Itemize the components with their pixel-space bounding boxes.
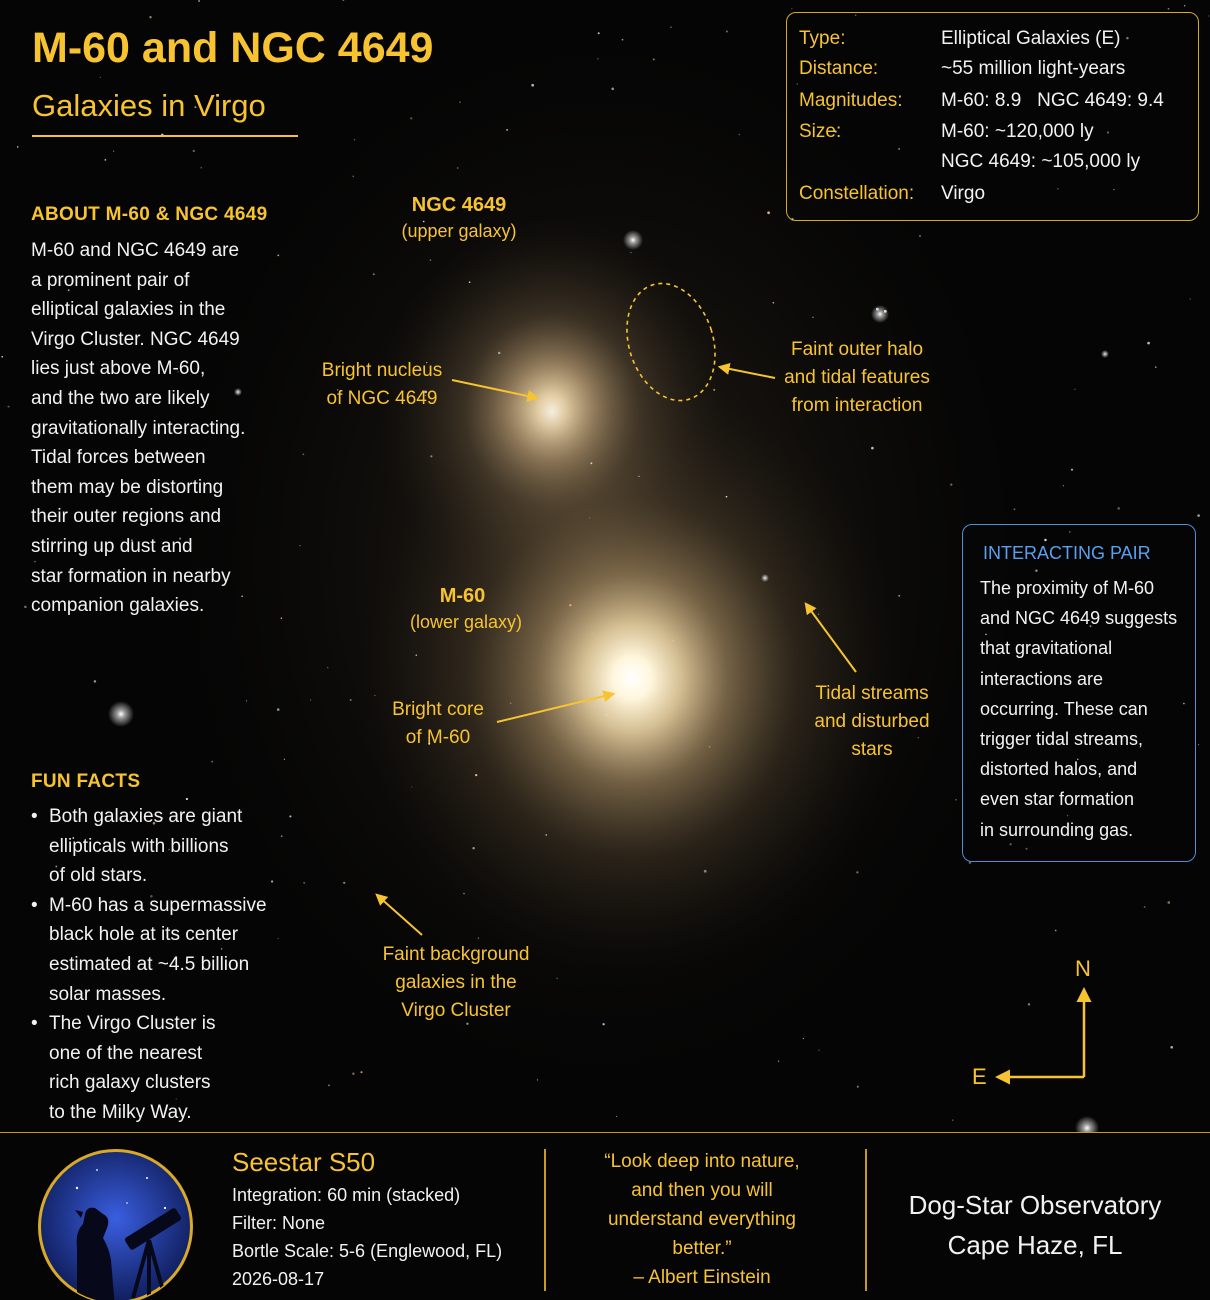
about-heading: ABOUT M-60 & NGC 4649 <box>31 204 268 225</box>
interacting-pair-box <box>962 524 1196 862</box>
compass-east-label: E <box>972 1064 987 1089</box>
annotation-line: Faint background <box>382 944 530 965</box>
about-line: star formation in nearby <box>31 565 231 587</box>
streams-annotation <box>800 680 944 764</box>
quote-line: “Look deep into nature, <box>604 1151 800 1172</box>
about-line: M-60 and NGC 4649 are <box>31 240 240 261</box>
fun-facts-list <box>31 802 293 1128</box>
list-item <box>31 891 293 1009</box>
about-line: Virgo Cluster. NGC 4649 <box>31 328 240 350</box>
interacting-line: The proximity of M-60 <box>980 578 1155 598</box>
interacting-line: even star formation <box>980 789 1135 810</box>
annotation-line: Virgo Cluster <box>401 1000 511 1021</box>
footer-divider <box>865 1149 867 1291</box>
info-value: M-60: 8.9 NGC 4649: 9.4 <box>941 90 1164 111</box>
annotation-line: and tidal features <box>784 367 930 388</box>
quote-block <box>560 1147 844 1292</box>
bortle-text: Bortle Scale: 5-6 (Englewood, FL) <box>232 1241 503 1261</box>
info-value: M-60: ~120,000 ly <box>941 121 1094 142</box>
interacting-heading: INTERACTING PAIR <box>983 543 1151 563</box>
about-line: them may be distorting <box>31 476 224 498</box>
quote-author: – Albert Einstein <box>633 1267 771 1288</box>
footer <box>0 1132 1210 1300</box>
info-box <box>786 12 1199 221</box>
observatory-name: Dog-Star Observatory <box>908 1190 1162 1220</box>
fact-line: of old stars. <box>49 865 148 887</box>
integration-text: Integration: 60 min (stacked) <box>232 1185 461 1205</box>
interacting-line: trigger tidal streams, <box>980 729 1144 750</box>
nucleus-annotation <box>312 357 452 413</box>
annotation-line: and disturbed <box>814 711 930 732</box>
about-line: elliptical galaxies in the <box>31 299 226 321</box>
fact-line: one of the nearest <box>49 1042 203 1064</box>
fact-line: • The Virgo Cluster is <box>49 1013 216 1035</box>
annotation-line: Faint outer halo <box>790 339 924 360</box>
ngc4649-sub: (upper galaxy) <box>401 221 517 241</box>
quote-line: better.” <box>672 1238 732 1259</box>
fact-line: ellipticals with billions <box>49 835 229 857</box>
filter-text: Filter: None <box>232 1213 326 1233</box>
interacting-line: that gravitational <box>980 638 1113 659</box>
info-row-type <box>799 28 1121 50</box>
background-annotation <box>370 941 542 1025</box>
m60-name: M-60 <box>439 585 486 607</box>
info-value: Virgo <box>941 183 986 204</box>
about-paragraph <box>31 236 286 621</box>
fact-line: to the Milky Way. <box>49 1101 192 1123</box>
interacting-line: occurring. These can <box>980 698 1148 719</box>
m60-label <box>410 582 523 634</box>
annotation-line: stars <box>851 739 893 760</box>
about-line: a prominent pair of <box>31 269 190 291</box>
annotation-line: Bright nucleus <box>321 360 443 381</box>
interacting-line: and NGC 4649 suggests <box>980 608 1178 629</box>
quote-line: understand everything <box>607 1209 796 1230</box>
fact-line: estimated at ~4.5 billion <box>49 953 250 975</box>
annotation-line: of NGC 4649 <box>326 388 438 409</box>
observatory-block <box>880 1185 1190 1265</box>
observatory-location: Cape Haze, FL <box>947 1230 1123 1260</box>
annotation-line: from interaction <box>791 395 923 416</box>
info-row-magnitudes <box>799 90 1164 112</box>
interacting-paragraph <box>980 573 1190 845</box>
fact-line: solar masses. <box>49 983 167 1005</box>
m60-sub: (lower galaxy) <box>410 612 523 632</box>
fact-line: • M-60 has a supermassive <box>49 894 267 916</box>
equipment-name: Seestar S50 <box>232 1147 376 1177</box>
info-row-distance <box>799 58 1126 80</box>
interacting-line: distorted halos, and <box>980 759 1138 780</box>
fun-facts-heading: FUN FACTS <box>31 771 141 792</box>
fact-line: black hole at its center <box>49 924 239 946</box>
info-row-size <box>799 121 1094 143</box>
list-item <box>31 802 293 891</box>
info-key: Type: <box>799 28 846 49</box>
fact-line: rich galaxy clusters <box>49 1072 211 1094</box>
halo-annotation <box>772 336 942 420</box>
annotation-line: of M-60 <box>405 727 471 748</box>
about-line: their outer regions and <box>31 506 222 528</box>
core-annotation <box>378 696 498 752</box>
footer-divider <box>544 1149 546 1291</box>
ngc4649-label <box>398 191 520 243</box>
info-value: Elliptical Galaxies (E) <box>941 28 1121 49</box>
about-line: and the two are likely <box>31 387 210 409</box>
info-value: NGC 4649: ~105,000 ly <box>941 151 1141 172</box>
ngc4649-name: NGC 4649 <box>411 194 507 216</box>
date-text: 2026-08-17 <box>232 1269 325 1289</box>
about-line: gravitationally interacting. <box>31 417 246 439</box>
about-line: lies just above M-60, <box>31 358 206 380</box>
about-line: stirring up dust and <box>31 535 193 557</box>
annotation-line: Tidal streams <box>815 683 929 704</box>
list-item <box>31 1009 293 1127</box>
info-key: Constellation: <box>799 183 915 204</box>
observatory-logo-icon <box>37 1148 194 1300</box>
info-row-constellation <box>799 183 986 205</box>
info-key: Magnitudes: <box>799 90 903 111</box>
m60-galaxy <box>357 378 907 978</box>
quote-line: and then you will <box>631 1180 773 1201</box>
info-key: Size: <box>799 121 842 142</box>
interacting-line: interactions are <box>980 668 1104 689</box>
about-line: companion galaxies. <box>31 595 205 617</box>
info-value: ~55 million light-years <box>941 58 1126 79</box>
page-title: M-60 and NGC 4649 <box>32 24 434 72</box>
interacting-line: in surrounding gas. <box>980 819 1134 840</box>
annotation-line: Bright core <box>392 699 484 720</box>
about-line: Tidal forces between <box>31 447 206 469</box>
fact-line: • Both galaxies are giant <box>49 806 243 827</box>
page-subtitle: Galaxies in Virgo <box>32 88 266 123</box>
info-key: Distance: <box>799 58 879 79</box>
title-underline <box>32 135 298 137</box>
annotation-line: galaxies in the <box>395 972 517 993</box>
compass-north-label: N <box>1075 956 1091 981</box>
